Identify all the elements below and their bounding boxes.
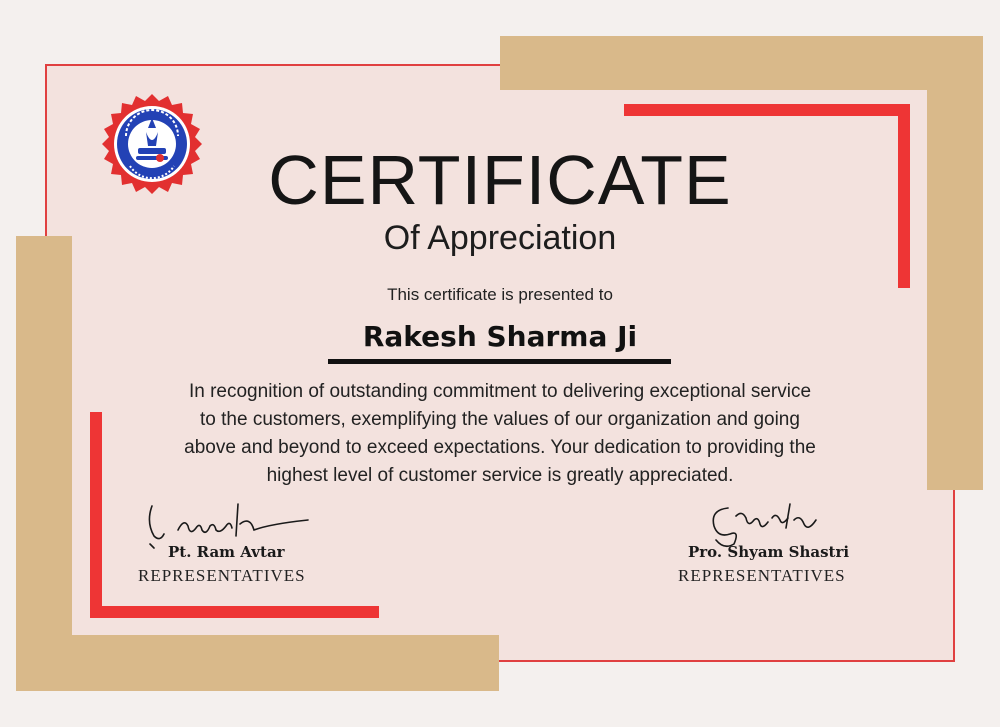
corner-bar-right-tan (927, 36, 983, 490)
name-underline (328, 359, 671, 364)
signatory-left-name: Pt. Ram Avtar (168, 543, 285, 561)
corner-bar-top-red (624, 104, 910, 116)
signatory-left-role: REPRESENTATIVES (138, 566, 306, 585)
certificate-title: CERTIFICATE (268, 141, 732, 219)
certificate-subtitle: Of Appreciation (383, 219, 617, 257)
recipient-name: Rakesh Sharma Ji (362, 320, 638, 353)
corner-bar-bottom-red (90, 606, 379, 618)
corner-bar-bottom-tan (16, 635, 499, 691)
signatory-right-name: Pro. Shyam Shastri (688, 543, 850, 561)
presented-to-label: This certificate is presented to (387, 285, 613, 304)
corner-bar-top-tan (500, 36, 983, 90)
certificate-body-text: In recognition of outstanding commitment to delivering exceptional service to the customers, exemplifying the values of our organization and going above and beyond to exceed expectations. Your dedication to providing the highest level of customer service is greatly appreciated. (184, 381, 816, 486)
corner-bar-left-red (90, 412, 102, 618)
signatory-right-role: REPRESENTATIVES (678, 566, 846, 585)
